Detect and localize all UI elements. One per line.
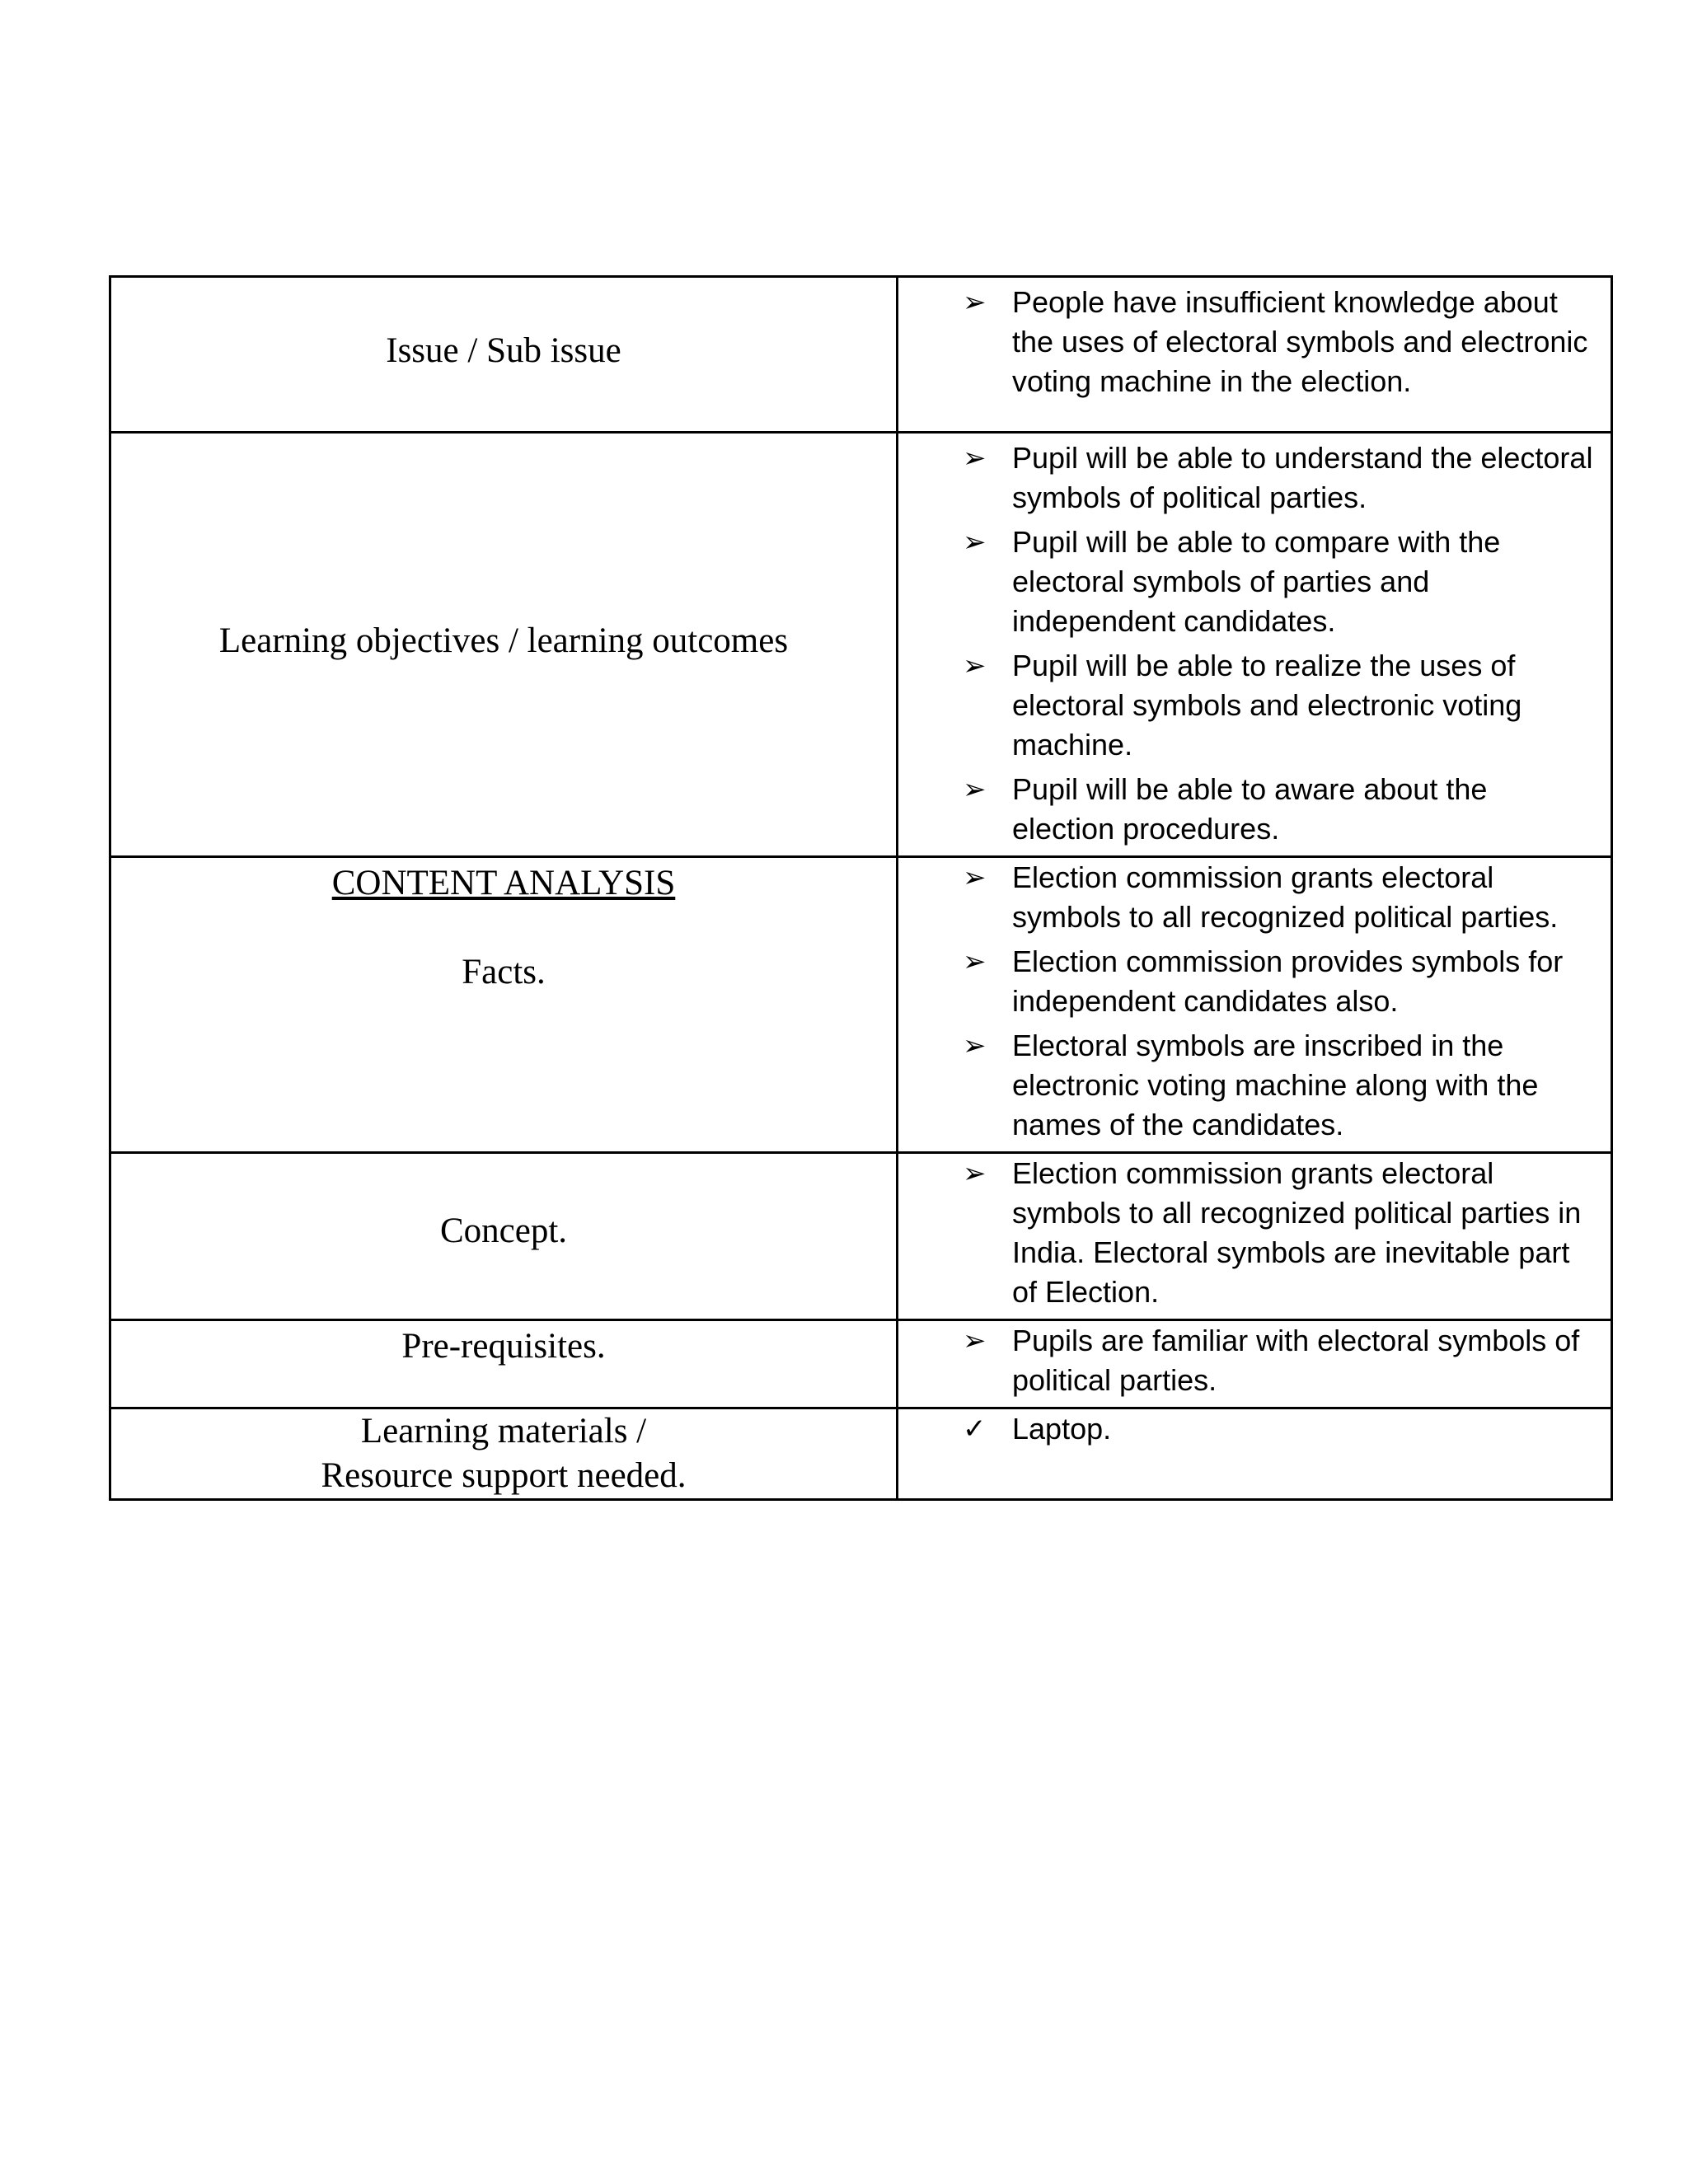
row-label-prerequisites: Pre-requisites.: [401, 1327, 606, 1366]
table-row-learning-materials: [110, 1408, 1612, 1500]
row-label-cell: [110, 1320, 898, 1408]
list-item: ➢ Electoral symbols are inscribed in the electronic voting machine along with the names of the candidates.: [898, 1026, 1594, 1145]
row-label-cell: [110, 1408, 898, 1500]
row-label-cell: [110, 857, 898, 1153]
row-label-concept: Concept.: [439, 1211, 568, 1250]
content-analysis-heading: CONTENT ANALYSIS: [331, 864, 676, 902]
arrowhead-bullet-icon: ➢: [963, 1030, 987, 1062]
row-label-cell: [110, 1153, 898, 1320]
row-label-learning-materials: Learning materials /: [360, 1412, 647, 1451]
list-item: ➢ People have insufficient knowledge about the uses of electoral symbols and electronic voting machine in the election.: [898, 283, 1594, 401]
arrowhead-bullet-icon: ➢: [963, 1158, 987, 1189]
row-content-cell: [898, 433, 1612, 857]
arrowhead-bullet-icon: ➢: [963, 527, 987, 558]
list-item: ➢ Election commission grants electoral symbols to all recognized political parties.: [898, 858, 1594, 937]
row-content-cell: [898, 277, 1612, 433]
arrowhead-bullet-icon: ➢: [963, 650, 987, 682]
row-content-cell: [898, 1408, 1612, 1500]
arrowhead-bullet-icon: ➢: [963, 946, 987, 977]
arrowhead-bullet-icon: ➢: [963, 287, 987, 318]
list-item: ➢ Pupil will be able to aware about the election procedures.: [898, 770, 1594, 849]
row-label-resource-support: Resource support needed.: [321, 1456, 687, 1495]
row-label-issue: Issue / Sub issue: [386, 330, 621, 370]
lesson-plan-table: [109, 275, 1613, 1501]
list-item: ✓ Laptop.: [898, 1409, 1594, 1449]
table-row-issue: [110, 277, 1612, 433]
table-row-content-analysis: [110, 857, 1612, 1153]
arrowhead-bullet-icon: ➢: [963, 774, 987, 805]
row-label-cell: [110, 433, 898, 857]
arrowhead-bullet-icon: ➢: [963, 1325, 987, 1357]
table-row-learning-objectives: [110, 433, 1612, 857]
row-label-cell: [110, 277, 898, 433]
list-item: ➢ Election commission grants electoral symbols to all recognized political parties in India. Electoral symbols are inevitable part of Election.: [898, 1154, 1594, 1312]
row-content-cell: [898, 1320, 1612, 1408]
arrowhead-bullet-icon: ➢: [963, 862, 987, 893]
table-row-concept: [110, 1153, 1612, 1320]
checkmark-bullet-icon: ✓: [963, 1413, 987, 1445]
row-label-facts: Facts.: [462, 953, 546, 991]
table-row-prerequisites: [110, 1320, 1612, 1408]
list-item: ➢ Election commission provides symbols for independent candidates also.: [898, 942, 1594, 1021]
row-content-cell: [898, 1153, 1612, 1320]
list-item: ➢ Pupil will be able to understand the electoral symbols of political parties.: [898, 438, 1594, 518]
list-item: ➢ Pupil will be able to realize the uses of electoral symbols and electronic voting machine.: [898, 646, 1594, 765]
list-item: ➢ Pupils are familiar with electoral symbols of political parties.: [898, 1321, 1594, 1400]
list-item: ➢ Pupil will be able to compare with the electoral symbols of parties and independent candidates.: [898, 523, 1594, 641]
arrowhead-bullet-icon: ➢: [963, 443, 987, 474]
row-label-learning-objectives: Learning objectives / learning outcomes: [218, 621, 789, 660]
row-content-cell: [898, 857, 1612, 1153]
